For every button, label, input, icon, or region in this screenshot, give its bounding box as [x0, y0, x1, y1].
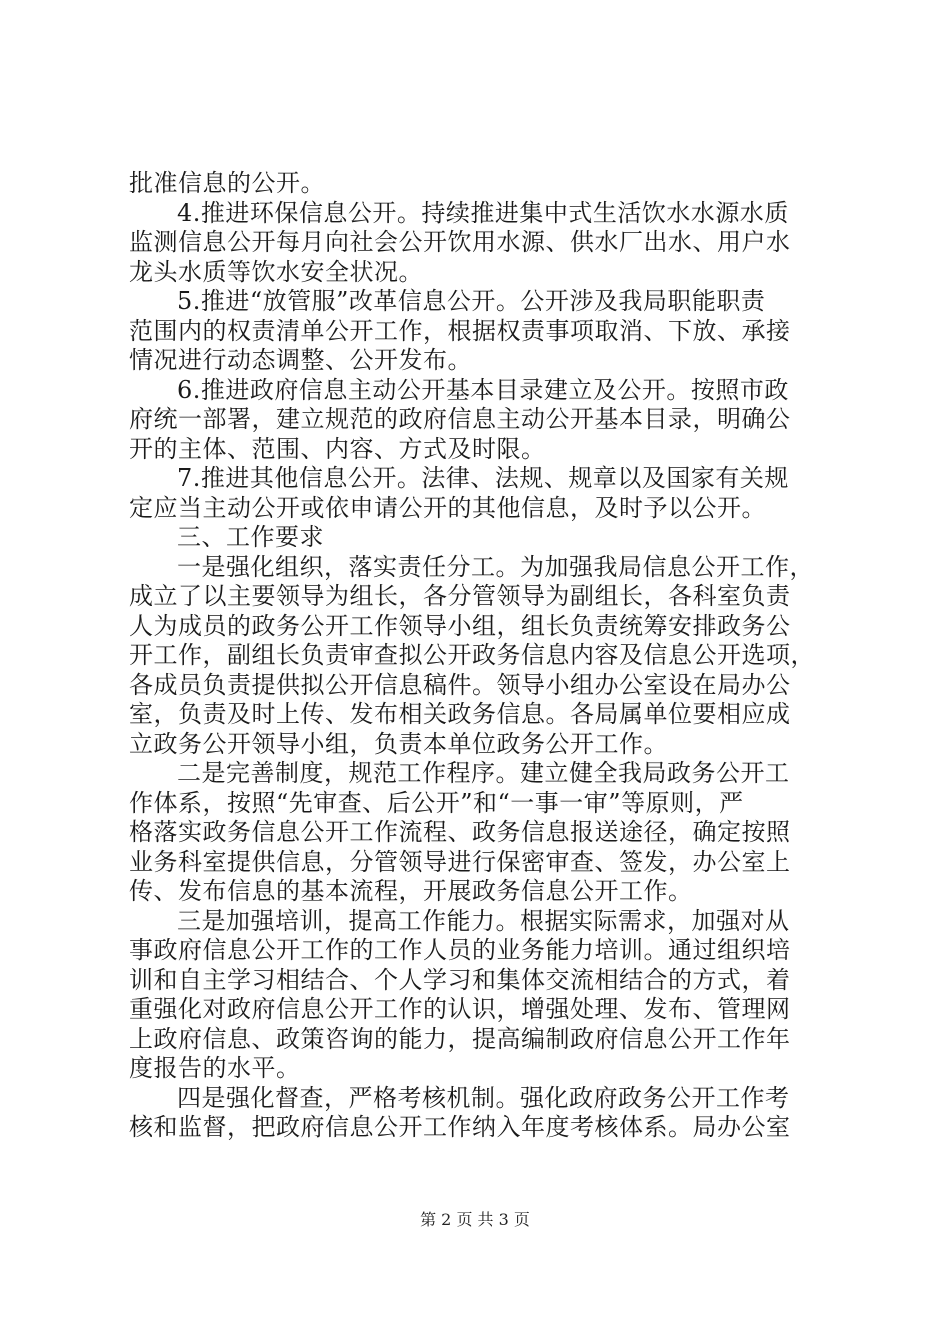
text-line: 6.推进政府信息主动公开基本目录建立及公开。按照市政	[177, 375, 789, 404]
text-line: 7.推进其他信息公开。法律、法规、规章以及国家有关规	[177, 464, 789, 492]
text-line: 府统一部署，建立规范的政府信息主动公开基本目录，明确公	[129, 405, 791, 433]
text-line: 传、发布信息的基本流程，开展政务信息公开工作。	[129, 877, 693, 905]
text-line: 上政府信息、政策咨询的能力，提高编制政府信息公开工作年	[129, 1024, 791, 1053]
text-line: 事政府信息公开工作的工作人员的业务能力培训。通过组织培	[129, 936, 791, 964]
text-line: 5.推进“放管服”改革信息公开。公开涉及我局职能职责	[177, 287, 766, 315]
text-line: 业务科室提供信息，分管领导进行保密审查、签发，办公室上	[129, 847, 791, 876]
text-line: 一是强化组织，落实责任分工。为加强我局信息公开工作，	[177, 552, 814, 581]
text-line: 各成员负责提供拟公开信息稿件。领导小组办公室设在局办公	[129, 670, 791, 699]
text-line: 开的主体、范围、内容、方式及时限。	[129, 434, 546, 463]
text-line: 龙头水质等饮水安全状况。	[129, 257, 423, 286]
document-body	[129, 169, 829, 1143]
text-line: 定应当主动公开或依申请公开的其他信息，及时予以公开。	[129, 493, 766, 522]
page-footer: 第 2 页 共 3 页	[420, 1210, 530, 1229]
text-line: 监测信息公开每月向社会公开饮用水源、供水厂出水、用户水	[129, 228, 791, 256]
text-line: 四是强化督查，严格考核机制。强化政府政务公开工作考	[177, 1083, 790, 1112]
text-line: 作体系，按照“先审查、后公开”和“一事一审”等原则，严	[129, 788, 744, 817]
text-line: 成立了以主要领导为组长，各分管领导为副组长，各科室负责	[129, 582, 791, 610]
text-line: 三、工作要求	[177, 523, 324, 551]
text-line: 人为成员的政务公开工作领导小组，组长负责统筹安排政务公	[129, 611, 791, 640]
text-line: 批准信息的公开。	[129, 169, 325, 197]
text-line: 4.推进环保信息公开。持续推进集中式生活饮水水源水质	[177, 198, 789, 227]
text-line: 训和自主学习相结合、个人学习和集体交流相结合的方式，着	[129, 965, 791, 994]
text-line: 立政务公开领导小组，负责本单位政务公开工作。	[129, 729, 668, 758]
text-line: 二是完善制度，规范工作程序。建立健全我局政务公开工	[177, 759, 790, 787]
text-line: 情况进行动态调整、公开发布。	[129, 346, 472, 374]
text-line: 度报告的水平。	[129, 1054, 301, 1082]
text-line: 重强化对政府信息公开工作的认识，增强处理、发布、管理网	[129, 995, 791, 1023]
text-line: 格落实政务信息公开工作流程、政务信息报送途径，确定按照	[129, 818, 791, 846]
text-line: 三是加强培训，提高工作能力。根据实际需求，加强对从	[177, 906, 790, 935]
text-line: 开工作，副组长负责审查拟公开政务信息内容及信息公开选项，	[129, 641, 815, 669]
text-line: 核和监督，把政府信息公开工作纳入年度考核体系。局办公室	[129, 1113, 791, 1141]
text-line: 范围内的权责清单公开工作，根据权责事项取消、下放、承接	[129, 316, 791, 345]
text-line: 室，负责及时上传、发布相关政务信息。各局属单位要相应成	[129, 700, 791, 728]
